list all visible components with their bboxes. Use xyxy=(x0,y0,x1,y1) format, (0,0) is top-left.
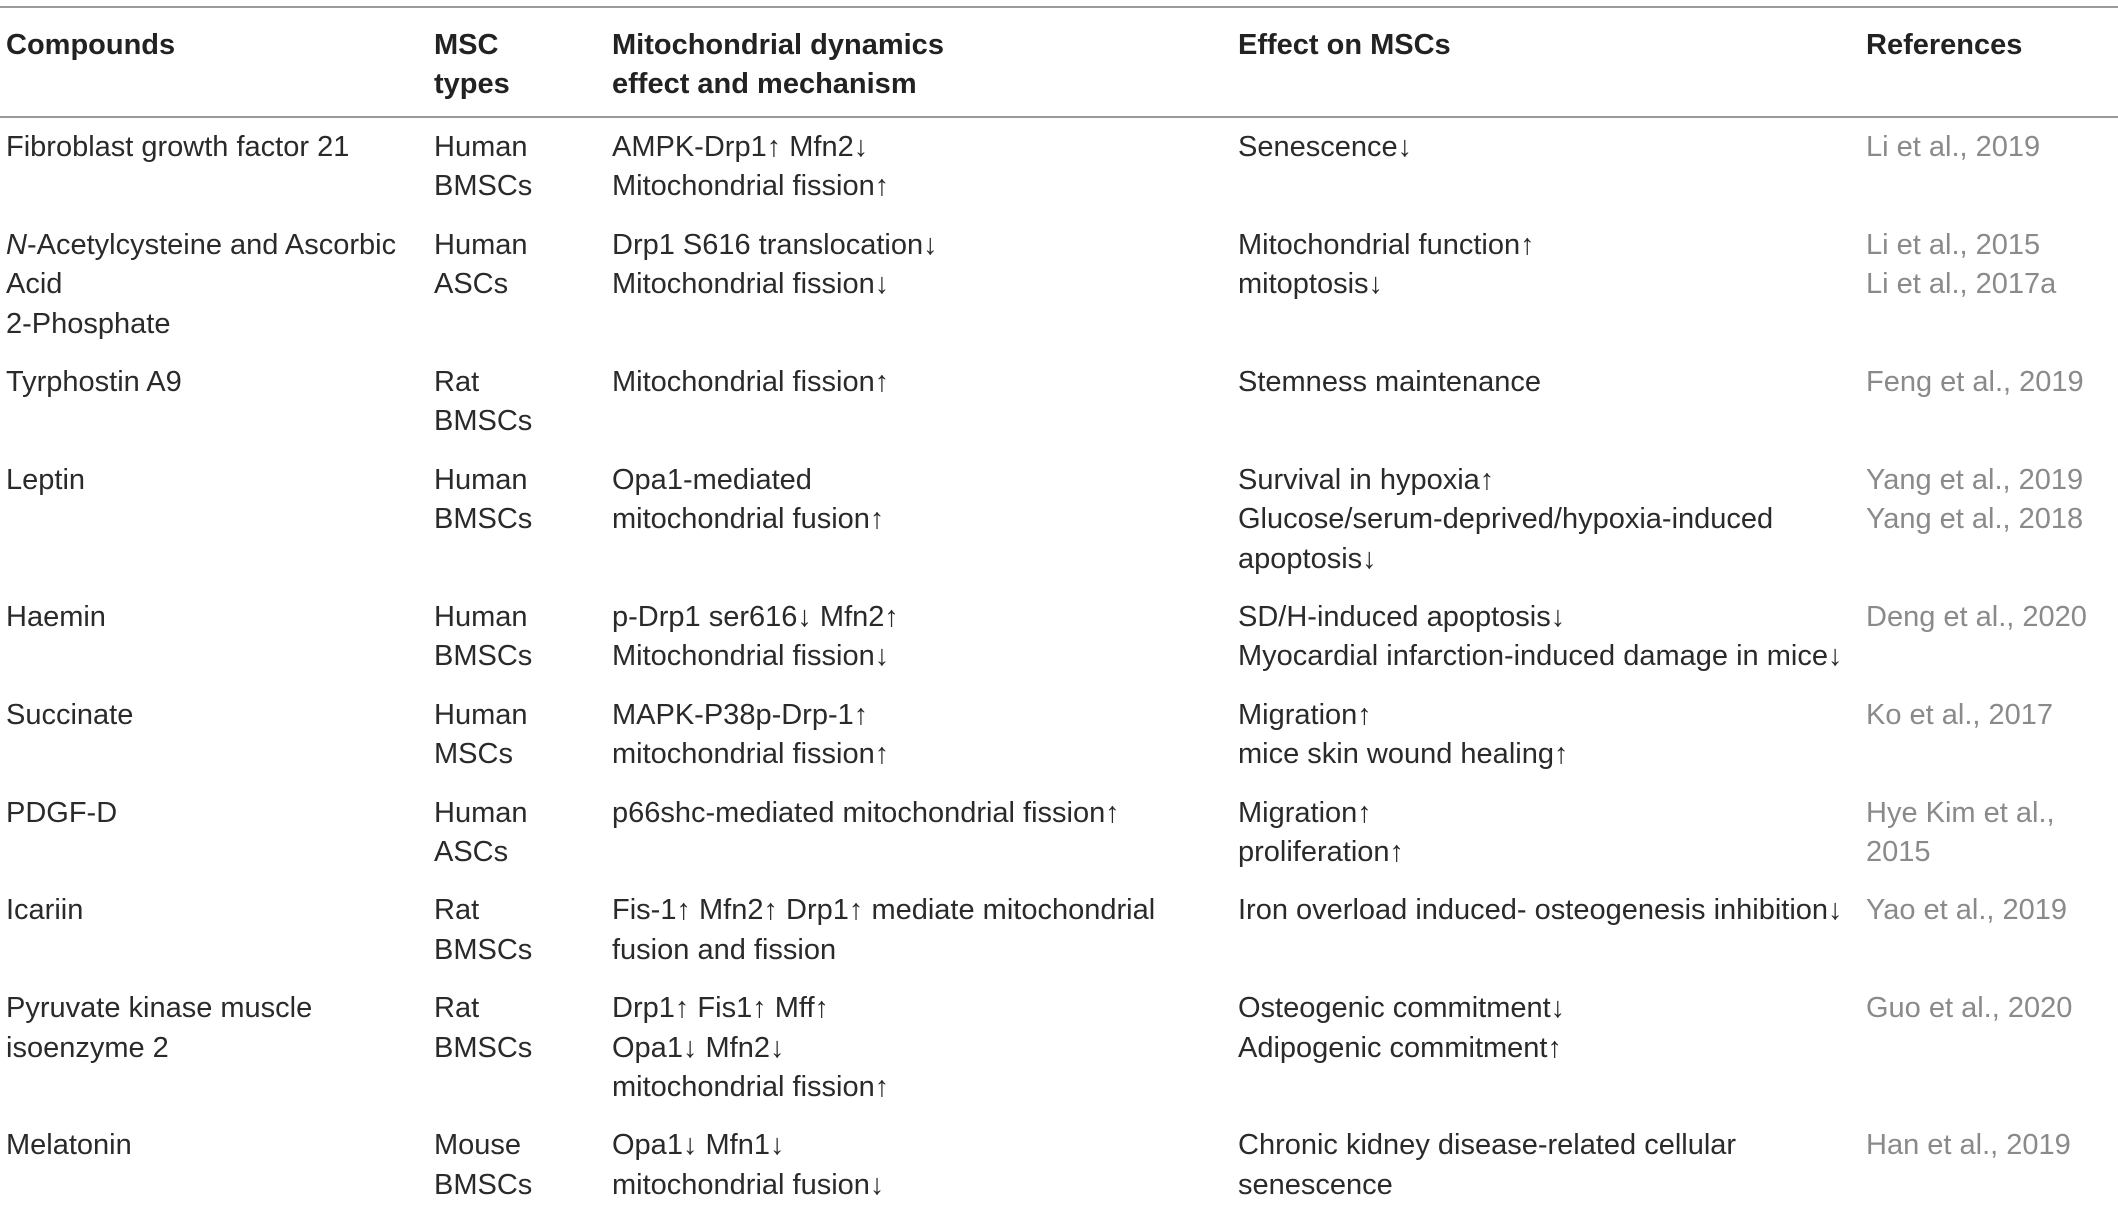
cell-mitochondrial-dynamics xyxy=(612,128,889,207)
cell-compound xyxy=(6,598,106,637)
table-row xyxy=(0,451,2118,588)
cell-msc-type-line: Rat xyxy=(434,894,480,927)
header-mitochondrial-dynamics xyxy=(612,26,944,105)
cell-references-line: Yao et al., 2019 xyxy=(1866,894,2068,927)
cell-references-line: Deng et al., 2020 xyxy=(1866,600,2087,633)
cell-references xyxy=(1866,461,2083,540)
cell-effect xyxy=(1238,598,1842,677)
cell-msc-type-line: BMSCs xyxy=(434,1031,533,1064)
cell-references-line: Guo et al., 2020 xyxy=(1866,992,2073,1025)
cell-msc-type xyxy=(434,891,532,970)
cell-effect-line: Chronic kidney disease-related cellular xyxy=(1238,1129,1737,1162)
cell-effect xyxy=(1238,989,1565,1068)
cell-references-line: Feng et al., 2019 xyxy=(1866,365,2084,398)
cell-effect xyxy=(1238,363,1541,402)
cell-mitochondrial-dynamics xyxy=(612,696,889,775)
header-effect-label: Effect on MSCs xyxy=(1238,29,1451,61)
cell-msc-type-line: Human xyxy=(434,463,528,496)
cell-compound-line: Fibroblast growth factor 21 xyxy=(6,131,350,163)
header-references xyxy=(1866,26,2022,65)
cell-mitochondrial-dynamics xyxy=(612,891,1155,970)
table-row xyxy=(0,979,2118,1116)
cell-effect xyxy=(1238,226,1535,305)
cell-compound xyxy=(6,461,85,500)
cell-msc-type xyxy=(434,226,528,305)
cell-references-line: Li et al., 2017a xyxy=(1866,268,2057,301)
cell-references xyxy=(1866,1126,2071,1165)
cell-msc-type xyxy=(434,598,532,677)
cell-mitochondrial-dynamics-line: Mitochondrial fission↑ xyxy=(612,170,890,203)
cell-msc-type-line: BMSCs xyxy=(434,933,533,966)
cell-references-line: Yang et al., 2019 xyxy=(1866,463,2084,496)
cell-msc-type-line: Mouse xyxy=(434,1129,522,1162)
cell-effect-line: Osteogenic commitment↓ xyxy=(1238,992,1566,1025)
cell-msc-type xyxy=(434,794,528,873)
cell-effect-line: Iron overload induced- osteogenesis inhibition↓ xyxy=(1238,894,1843,927)
cell-compound xyxy=(6,891,83,930)
cell-msc-type-line: Human xyxy=(434,796,528,829)
cell-mitochondrial-dynamics xyxy=(612,461,884,540)
cell-compound-line: Leptin xyxy=(6,463,86,496)
cell-references xyxy=(1866,989,2072,1028)
cell-effect-line: mice skin wound healing↑ xyxy=(1238,738,1569,771)
cell-msc-type xyxy=(434,461,532,540)
cell-references-line: 2015 xyxy=(1866,835,1931,868)
header-compounds xyxy=(6,26,175,65)
cell-mitochondrial-dynamics-line: Mitochondrial fission↑ xyxy=(612,365,890,398)
cell-references xyxy=(1866,794,2055,873)
header-dynamics-line: Mitochondrial dynamics xyxy=(612,29,944,61)
cell-msc-type xyxy=(434,128,532,207)
cell-references-line: Li et al., 2019 xyxy=(1866,131,2041,163)
cell-msc-type-line: Human xyxy=(434,600,528,633)
cell-mitochondrial-dynamics xyxy=(612,1126,884,1205)
cell-compound-line: Pyruvate kinase muscle xyxy=(6,992,313,1025)
table-row xyxy=(0,686,2118,784)
cell-msc-type-line: BMSCs xyxy=(434,640,533,673)
cell-msc-type-line: BMSCs xyxy=(434,1168,533,1201)
table-body xyxy=(0,118,2118,1214)
cell-msc-type-line: ASCs xyxy=(434,268,509,301)
cell-mitochondrial-dynamics-line: mitochondrial fission↑ xyxy=(612,738,890,771)
cell-mitochondrial-dynamics xyxy=(612,363,889,402)
cell-effect xyxy=(1238,128,1412,167)
cell-mitochondrial-dynamics xyxy=(612,226,938,305)
cell-compound-line: isoenzyme 2 xyxy=(6,1031,169,1064)
table-row xyxy=(0,118,2118,216)
header-msc-types-line: types xyxy=(434,68,510,101)
cell-mitochondrial-dynamics xyxy=(612,598,899,677)
cell-effect-line: Stemness maintenance xyxy=(1238,365,1542,398)
cell-msc-type-line: MSCs xyxy=(434,738,513,771)
header-references-label: References xyxy=(1866,29,2023,61)
cell-effect xyxy=(1238,1126,1736,1205)
cell-compound-line: Tyrphostin A9 xyxy=(6,365,182,398)
table-header xyxy=(0,8,2118,118)
cell-msc-type xyxy=(434,1126,532,1205)
cell-compound xyxy=(6,989,312,1068)
cell-mitochondrial-dynamics-line: mitochondrial fission↑ xyxy=(612,1070,890,1103)
cell-mitochondrial-dynamics-line: Fis-1↑ Mfn2↑ Drp1↑ mediate mitochondrial xyxy=(612,894,1156,927)
header-msc-types xyxy=(434,26,510,105)
cell-references-line: Han et al., 2019 xyxy=(1866,1129,2071,1162)
cell-mitochondrial-dynamics-line: Opa1↓ Mfn1↓ xyxy=(612,1129,785,1162)
cell-mitochondrial-dynamics-line: Drp1↑ Fis1↑ Mff↑ xyxy=(612,992,830,1025)
cell-compound-line: Haemin xyxy=(6,600,106,633)
cell-mitochondrial-dynamics-line: Drp1 S616 translocation↓ xyxy=(612,228,938,261)
cell-compound xyxy=(6,696,133,735)
cell-compound xyxy=(6,794,117,833)
table-row xyxy=(0,784,2118,882)
cell-mitochondrial-dynamics-line: fusion and fission xyxy=(612,933,837,966)
cell-compound xyxy=(6,226,396,344)
cell-references-line: Ko et al., 2017 xyxy=(1866,698,2054,731)
cell-msc-type-line: BMSCs xyxy=(434,405,533,438)
table-row xyxy=(0,1116,2118,1214)
cell-msc-type-line: Human xyxy=(434,698,528,731)
cell-msc-type-line: Rat xyxy=(434,365,480,398)
cell-msc-type-line: BMSCs xyxy=(434,170,533,203)
cell-compound-line: 2-Phosphate xyxy=(6,307,171,340)
cell-mitochondrial-dynamics-line: p-Drp1 ser616↓ Mfn2↑ xyxy=(612,600,899,633)
cell-compound-line: Succinate xyxy=(6,698,134,731)
cell-effect-line: Mitochondrial function↑ xyxy=(1238,228,1535,261)
cell-msc-type-line: Human xyxy=(434,131,528,163)
cell-mitochondrial-dynamics-line: mitochondrial fusion↓ xyxy=(612,1168,885,1201)
cell-effect xyxy=(1238,461,1773,579)
cell-mitochondrial-dynamics-line: MAPK-P38p-Drp-1↑ xyxy=(612,698,869,731)
cell-effect-line: SD/H-induced apoptosis↓ xyxy=(1238,600,1566,633)
data-table xyxy=(0,6,2118,1214)
cell-references xyxy=(1866,226,2056,305)
cell-msc-type-line: Human xyxy=(434,228,528,261)
cell-msc-type-line: Rat xyxy=(434,992,480,1025)
cell-effect-line: senescence xyxy=(1238,1168,1393,1201)
cell-compound xyxy=(6,1126,132,1165)
cell-effect xyxy=(1238,696,1568,775)
cell-msc-type xyxy=(434,696,528,775)
cell-effect-line: Adipogenic commitment↑ xyxy=(1238,1031,1562,1064)
cell-msc-type xyxy=(434,363,532,442)
cell-msc-type-line: BMSCs xyxy=(434,503,533,536)
cell-mitochondrial-dynamics-line: mitochondrial fusion↑ xyxy=(612,503,885,536)
cell-compound-line xyxy=(6,226,396,265)
italic-prefix: N xyxy=(6,228,27,261)
cell-mitochondrial-dynamics xyxy=(612,989,889,1107)
cell-msc-type-line: ASCs xyxy=(434,835,509,868)
table-row xyxy=(0,216,2118,353)
table-row xyxy=(0,588,2118,686)
header-compounds-label: Compounds xyxy=(6,29,176,61)
header-msc-types-line: MSC xyxy=(434,29,499,61)
compound-text: -Acetylcysteine and Ascorbic xyxy=(26,228,397,261)
cell-effect-line: proliferation↑ xyxy=(1238,835,1405,868)
cell-compound-line: Melatonin xyxy=(6,1129,132,1162)
cell-effect-line: Senescence↓ xyxy=(1238,131,1413,163)
cell-compound-line: PDGF-D xyxy=(6,796,118,829)
cell-mitochondrial-dynamics-line: Opa1-mediated xyxy=(612,463,812,496)
table-row xyxy=(0,881,2118,979)
cell-references xyxy=(1866,891,2067,930)
cell-compound xyxy=(6,363,182,402)
cell-msc-type xyxy=(434,989,532,1068)
cell-effect xyxy=(1238,794,1404,873)
cell-effect-line: Survival in hypoxia↑ xyxy=(1238,463,1495,496)
cell-effect-line: Myocardial infarction-induced damage in mice↓ xyxy=(1238,640,1843,673)
cell-effect-line: mitoptosis↓ xyxy=(1238,268,1384,301)
cell-mitochondrial-dynamics-line: p66shc-mediated mitochondrial fission↑ xyxy=(612,796,1120,829)
cell-references-line: Yang et al., 2018 xyxy=(1866,503,2084,536)
cell-references xyxy=(1866,363,2084,402)
cell-effect xyxy=(1238,891,1843,930)
cell-mitochondrial-dynamics-line: Mitochondrial fission↓ xyxy=(612,268,890,301)
cell-references xyxy=(1866,598,2087,637)
cell-compound-line: Icariin xyxy=(6,894,84,927)
cell-references-line: Li et al., 2015 xyxy=(1866,228,2041,261)
cell-mitochondrial-dynamics-line: AMPK-Drp1↑ Mfn2↓ xyxy=(612,131,869,163)
cell-mitochondrial-dynamics xyxy=(612,794,1120,833)
header-effect-on-mscs xyxy=(1238,26,1451,65)
table-row xyxy=(0,353,2118,451)
cell-effect-line: Migration↑ xyxy=(1238,698,1372,731)
cell-mitochondrial-dynamics-line: Opa1↓ Mfn2↓ xyxy=(612,1031,785,1064)
cell-effect-line: Migration↑ xyxy=(1238,796,1372,829)
cell-mitochondrial-dynamics-line: Mitochondrial fission↓ xyxy=(612,640,890,673)
cell-compound xyxy=(6,128,349,167)
cell-references-line: Hye Kim et al., xyxy=(1866,796,2055,829)
cell-compound-line: Acid xyxy=(6,268,63,301)
cell-effect-line: Glucose/serum-deprived/hypoxia-induced xyxy=(1238,503,1774,536)
header-dynamics-line: effect and mechanism xyxy=(612,68,917,101)
cell-references xyxy=(1866,128,2040,167)
cell-references xyxy=(1866,696,2053,735)
cell-effect-line: apoptosis↓ xyxy=(1238,542,1377,575)
